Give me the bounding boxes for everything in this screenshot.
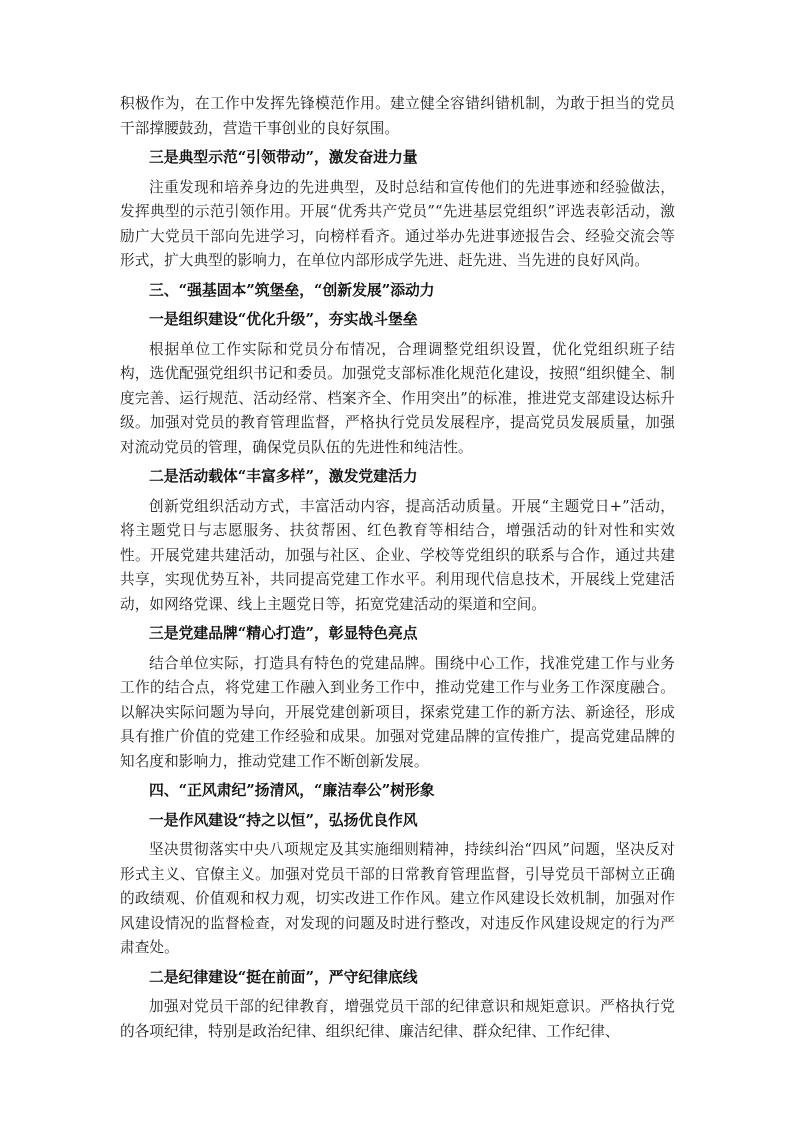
subheading-activity-carrier: 二是活动载体“丰富多样”，激发党建活力 [149, 468, 418, 485]
paragraph-1: 积极作为，在工作中发挥先锋模范作用。建立健全容错纠错机制，为敢于担当的党员干部撑腰鼓劲，营造干事创业的良好氛围。 [120, 95, 675, 137]
document-page [120, 92, 675, 1049]
subheading-discipline-building: 二是纪律建设“挺在前面”，严守纪律底线 [149, 968, 418, 986]
paragraph-2: 注重发现和培养身边的先进典型，及时总结和宣传他们的先进事迹和经验做法，发挥典型的示范引领作用。开展“优秀共产党员”“先进基层党组织”评选表彰活动，激励广大党员干部向先进学习，向榜样看齐。通过举办先进事迹报告会、经验交流会等形式，扩大典型的影响力，在单位内部形成学先进、赶先进、当先进的良好风尚。 [120, 178, 675, 269]
paragraph-6: 坚决贯彻落实中央八项规定及其实施细则精神，持续纠治“四风”问题，坚决反对形式主义、官僚主义。加强对党员干部的日常教育管理监督，引导党员干部树立正确的政绩观、价值观和权力观，切实改进工作作风。建立作风建设长效机制，加强对作风建设情况的监督检查，对发现的问题及时进行整改，对违反作风建设规定的行为严肃查处。 [120, 841, 675, 956]
subheading-style-building: 一是作风建设“持之以恒”，弘扬优良作风 [149, 811, 418, 829]
paragraph-5: 结合单位实际，打造具有特色的党建品牌。围绕中心工作，找准党建工作与业务工作的结合点，将党建工作融入到业务工作中，推动党建工作与业务工作深度融合。以解决实际问题为导向，开展党建创新项目，探索党建工作的新方法、新途径，形成具有推广价值的党建工作经验和成果。加强对党建品牌的宣传推广，提高党建品牌的知名度和影响力，推动党建工作不断创新发展。 [120, 654, 675, 770]
section-heading-4: 四、“正风肃纪”扬清风，“廉洁奉公”树形象 [149, 782, 435, 799]
subheading-typical-demonstration: 三是典型示范“引领带动”，激发奋进力量 [149, 149, 418, 166]
paragraph-3: 根据单位工作实际和党员分布情况，合理调整党组织设置，优化党组织班子结构，选优配强党组织书记和委员。加强党支部标准化规范化建设，按照“组织健全、制度完善、运行规范、活动经常、档案齐全、作用突出”的标准，推进党支部建设达标升级。加强对党员的教育管理监督，严格执行党员发展程序，提高党员发展质量，加强对流动党员的管理，确保党员队伍的先进性和纯洁性。 [120, 340, 675, 456]
paragraph-7: 加强对党员干部的纪律教育，增强党员干部的纪律意识和规矩意识。严格执行党的各项纪律，特别是政治纪律、组织纪律、廉洁纪律、群众纪律、工作纪律、 [120, 998, 675, 1040]
paragraph-4: 创新党组织活动方式，丰富活动内容，提高活动质量。开展“主题党日+”活动，将主题党日与志愿服务、扶贫帮困、红色教育等相结合，增强活动的针对性和实效性。开展党建共建活动，加强与社区、企业、学校等党组织的联系与合作，通过共建共享，实现优势互补，共同提高党建工作水平。利用现代信息技术，开展线上党建活动，如网络党课、线上主题党日等，拓宽党建活动的渠道和空间。 [120, 497, 675, 613]
section-heading-3: 三、“强基固本”筑堡垒，“创新发展”添动力 [149, 281, 435, 299]
subheading-party-brand: 三是党建品牌“精心打造”，彰显特色亮点 [149, 625, 418, 642]
subheading-organization-building: 一是组织建设“优化升级”，夯实战斗堡垒 [149, 311, 418, 328]
